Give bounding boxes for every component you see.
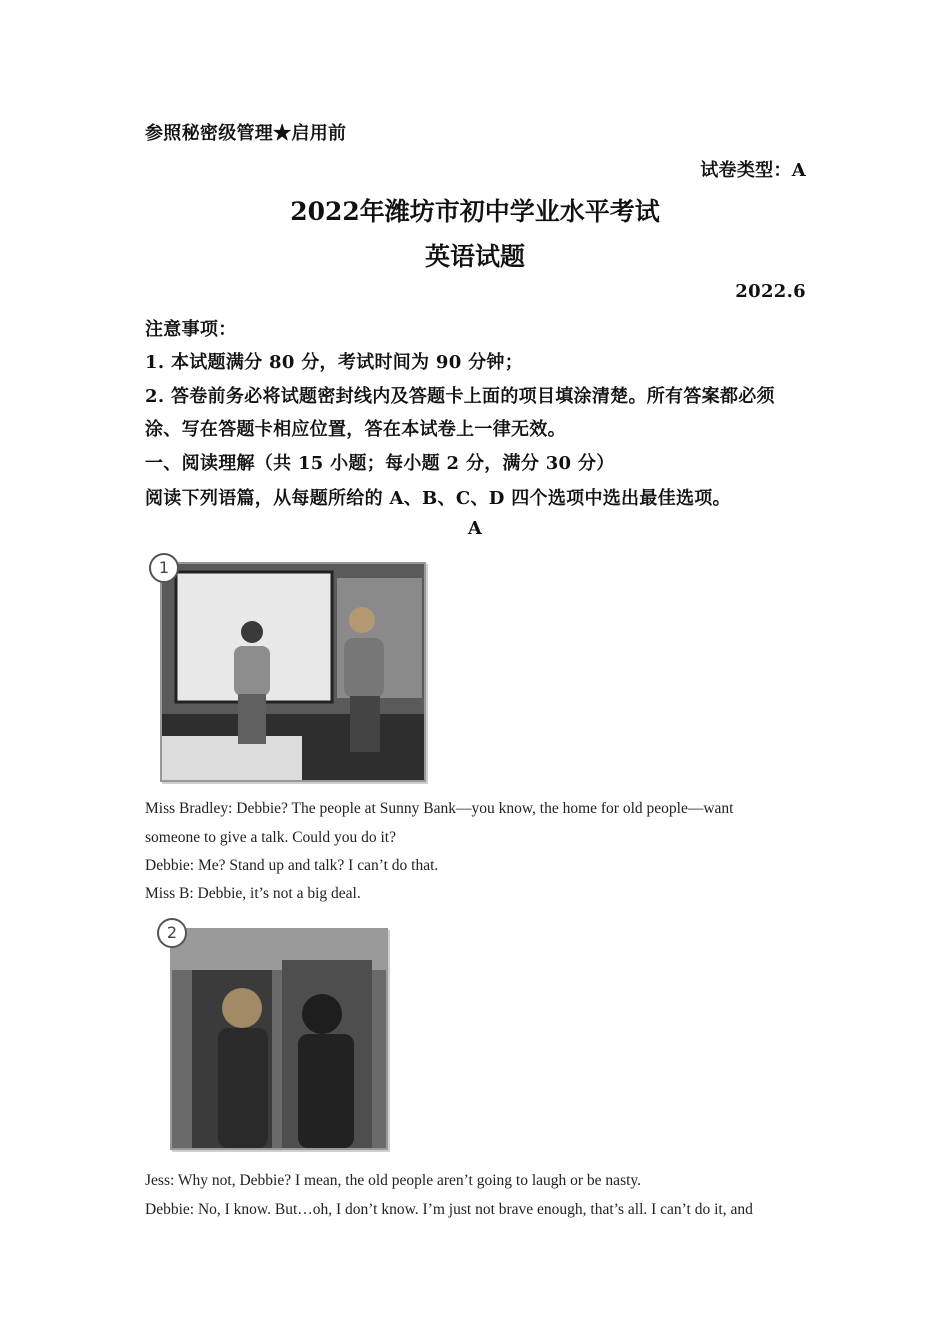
- section-instruction: 阅读下列语篇，从每题所给的 A、B、C、D 四个选项中选出最佳选项。: [145, 488, 731, 509]
- note-item-2-line-2: 涂、写在答题卡相应位置，答在本试卷上一律无效。: [145, 419, 566, 440]
- dialogue-line-1: Miss Bradley: Debbie? The people at Sunny Bank—you know, the home for old people—want: [145, 800, 734, 817]
- exam-date: 2022.6: [735, 281, 806, 302]
- corridor-photo: [172, 930, 386, 1148]
- panel-number-2: 2: [157, 918, 187, 948]
- dialogue-line-4: Miss B: Debbie, it’s not a big deal.: [145, 885, 361, 902]
- section-heading: 一、阅读理解（共 15 小题；每小题 2 分，满分 30 分）: [145, 453, 615, 474]
- note-item-2-line-1: 2. 答卷前务必将试题密封线内及答题卡上面的项目填涂清楚。所有答案都必须: [145, 386, 775, 407]
- notes-heading: 注意事项：: [145, 319, 237, 340]
- comic-photo-2: [170, 928, 388, 1150]
- secrecy-label: 参照秘密级管理★启用前: [145, 123, 347, 144]
- passage-label: A: [467, 518, 483, 539]
- dialogue-line-5: Jess: Why not, Debbie? I mean, the old people aren’t going to laugh or be nasty.: [145, 1172, 642, 1189]
- dialogue-line-3: Debbie: Me? Stand up and talk? I can’t do that.: [145, 857, 439, 874]
- subject-title: 英语试题: [424, 242, 525, 271]
- note-item-1: 1. 本试题满分 80 分，考试时间为 90 分钟；: [145, 352, 524, 373]
- comic-photo-1: [160, 562, 426, 782]
- dialogue-line-6: Debbie: No, I know. But…oh, I don’t know. I’m just not brave enough, that’s all. I can’t do it, and: [145, 1201, 753, 1218]
- paper-type: 试卷类型：A: [700, 160, 806, 181]
- panel-number-1: 1: [149, 553, 179, 583]
- exam-title: 2022年潍坊市初中学业水平考试: [290, 197, 660, 226]
- dialogue-line-2: someone to give a talk. Could you do it?: [145, 829, 396, 846]
- classroom-photo: [162, 564, 424, 780]
